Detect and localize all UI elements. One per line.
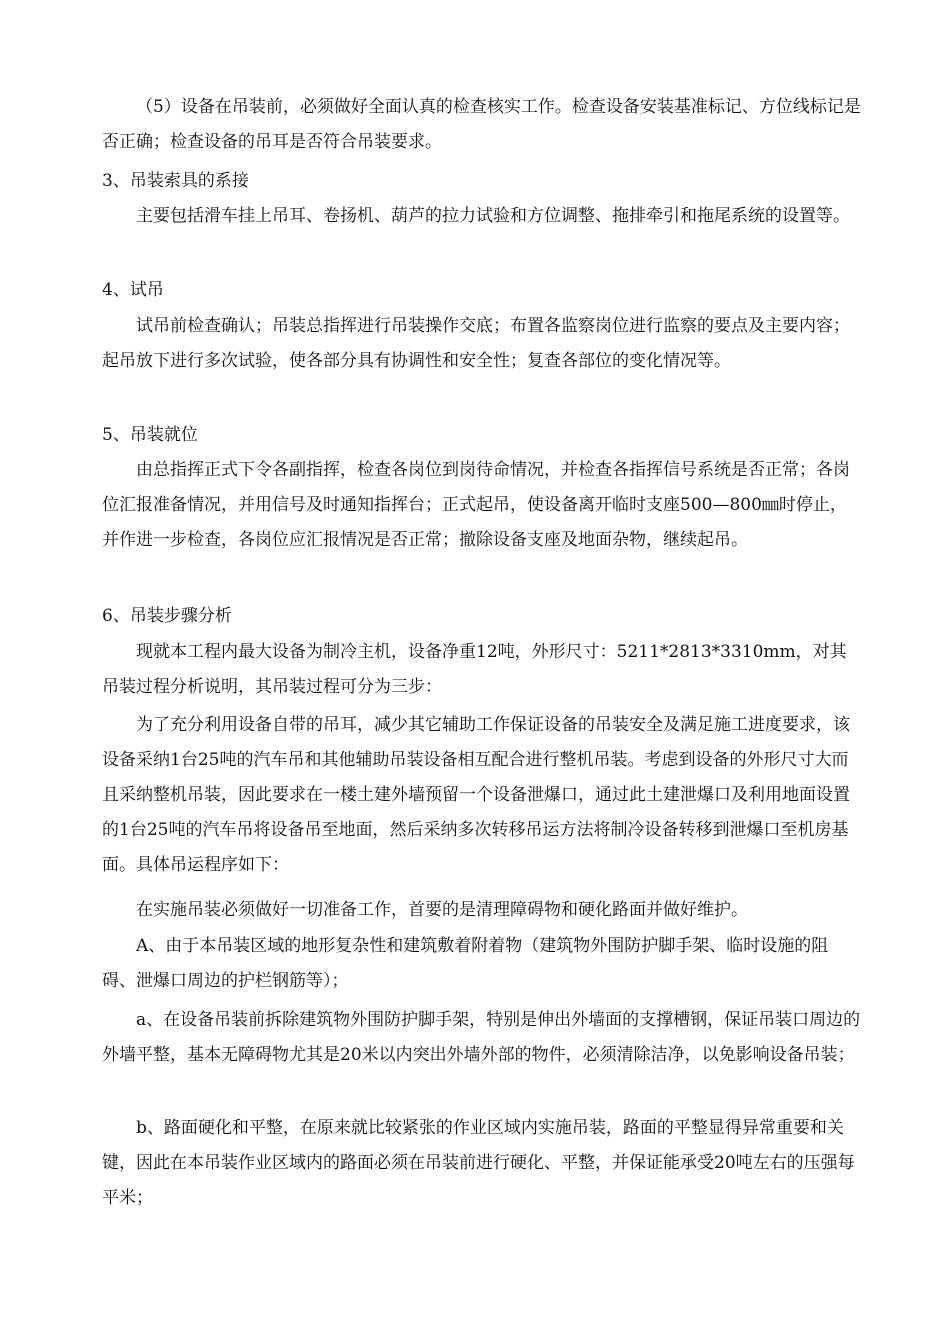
paragraph-item-a: A、由于本吊装区域的地形复杂性和建筑敷着附着物（建筑物外围防护脚手架、临时设施的阻碍、泄爆口周边的护栏钢筋等）； <box>102 936 829 991</box>
heading-trial-lift: 4、试吊 <box>102 280 164 300</box>
paragraph-trial-lift: 试吊前检查确认；吊装总指挥进行吊装操作交底；布置各监察岗位进行监察的要点及主要内容；起吊放下进行多次试验，使各部分具有协调性和安全性；复查各部位的变化情况等。 <box>102 316 850 371</box>
heading-lift-positioning: 5、吊装就位 <box>102 425 198 445</box>
paragraph-rigging-content: 主要包括滑车挂上吊耳、卷扬机、葫芦的拉力试验和方位调整、拖排牵引和拖尾系统的设置等。 <box>136 206 850 226</box>
paragraph-lift-plan: 为了充分利用设备自带的吊耳，减少其它辅助工作保证设备的吊装安全及满足施工进度要求，该设备采纳1台25吨的汽车吊和其他辅助吊装设备相互配合进行整机吊装。考虑到设备的外形尺寸大而且采纳整机吊装，因此要求在一楼土建外墙预留一个设备泄爆口，通过此土建泄爆口及利用地面设置的1台25吨的汽车吊将设备吊至地面，然后采纳多次转移吊运方法将制冷设备转移到泄爆口至机房基面。具体吊运程序如下： <box>102 715 850 875</box>
paragraph-equipment-inspection: （5）设备在吊装前，必须做好全面认真的检查核实工作。检查设备安装基准标记、方位线标记是否正确；检查设备的吊耳是否符合吊装要求。 <box>102 97 861 152</box>
paragraph-item-b-lower: b、路面硬化和平整，在原来就比较紧张的作业区域内实施吊装，路面的平整显得异常重要和关键，因此在本吊装作业区域内的路面必须在吊装前进行硬化、平整，并保证能承受20吨左右的压强每平米； <box>102 1118 855 1208</box>
heading-lift-steps: 6、吊装步骤分析 <box>102 606 232 626</box>
paragraph-preparation: 在实施吊装必须做好一切准备工作，首要的是清理障碍物和硬化路面并做好维护。 <box>136 900 748 920</box>
paragraph-lift-positioning: 由总指挥正式下令各副指挥，检查各岗位到岗待命情况，并检查各指挥信号系统是否正常；各岗位汇报准备情况，并用信号及时通知指挥台；正式起吊，使设备离开临时支座500—800㎜时停止，并作进一步检查，各岗位应汇报情况是否正常；撤除设备支座及地面杂物，继续起吊。 <box>102 460 850 550</box>
paragraph-item-a-lower: a、在设备吊装前拆除建筑物外围防护脚手架，特别是伸出外墙面的支撑槽钢，保证吊装口周边的外墙平整，基本无障碍物尤其是20米以内突出外墙外部的物件，必须清除洁净，以免影响设备吊装； <box>102 1010 861 1065</box>
heading-rigging-connection: 3、吊装索具的系接 <box>102 171 249 191</box>
paragraph-largest-equipment: 现就本工程内最大设备为制冷主机，设备净重12吨，外形尺寸：5211*2813*3310mm，对其吊装过程分析说明，其吊装过程可分为三步： <box>102 642 847 697</box>
